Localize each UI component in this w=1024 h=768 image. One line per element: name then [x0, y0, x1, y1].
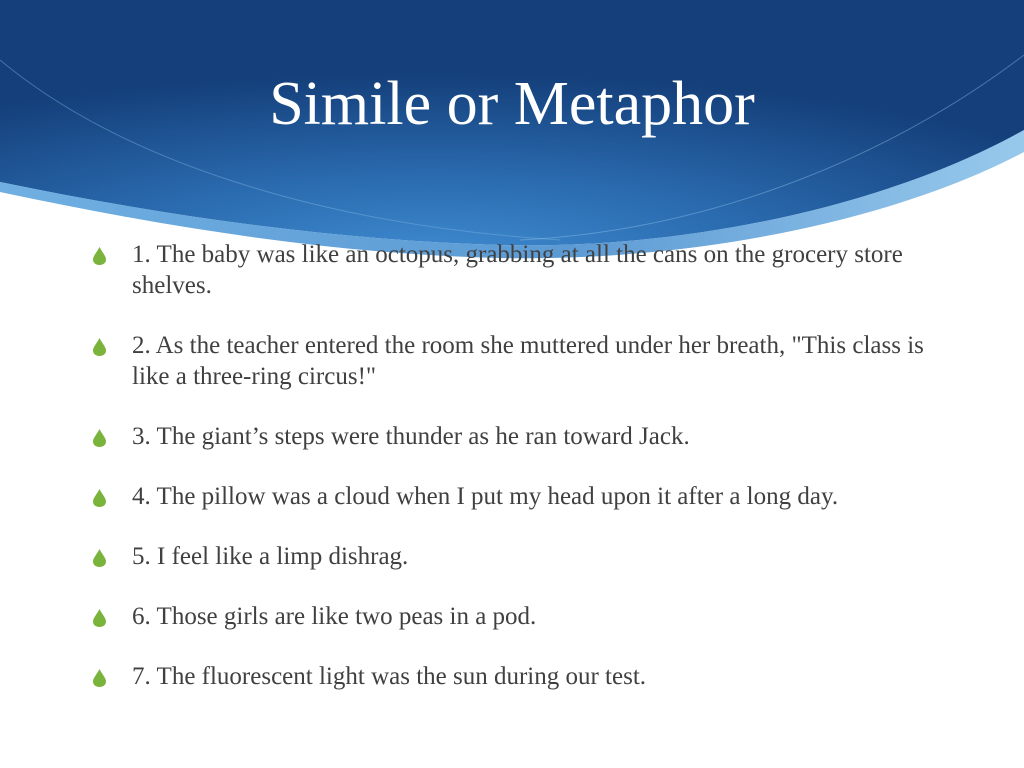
list-item-text: 7. The fluorescent light was the sun during our test.: [132, 663, 647, 690]
list-item: [92, 239, 952, 301]
list-item: [92, 481, 952, 512]
list-item: [92, 661, 952, 692]
list-item: [92, 421, 952, 452]
leaf-bullet-icon: [92, 669, 107, 687]
list-item: [92, 330, 952, 392]
leaf-bullet-icon: [92, 489, 107, 507]
list-item-text: 4. The pillow was a cloud when I put my head upon it after a long day.: [132, 483, 839, 510]
leaf-bullet-icon: [92, 338, 107, 356]
list-item-text: 3. The giant’s steps were thunder as he ran toward Jack.: [132, 423, 690, 450]
bullet-list: [92, 239, 952, 721]
list-item-text: 5. I feel like a limp dishrag.: [132, 543, 409, 570]
leaf-bullet-icon: [92, 549, 107, 567]
leaf-bullet-icon: [92, 429, 107, 447]
list-item-text: 1. The baby was like an octopus, grabbing at all the cans on the grocery store shelves.: [132, 241, 903, 299]
list-item: [92, 601, 952, 632]
list-item: [92, 541, 952, 572]
leaf-bullet-icon: [92, 609, 107, 627]
list-item-text: 2. As the teacher entered the room she muttered under her breath, "This class is like a three-ring circus!": [132, 332, 924, 390]
slide-title: Simile or Metaphor: [269, 70, 755, 138]
leaf-bullet-icon: [92, 247, 107, 265]
list-item-text: 6. Those girls are like two peas in a pod.: [132, 603, 537, 630]
